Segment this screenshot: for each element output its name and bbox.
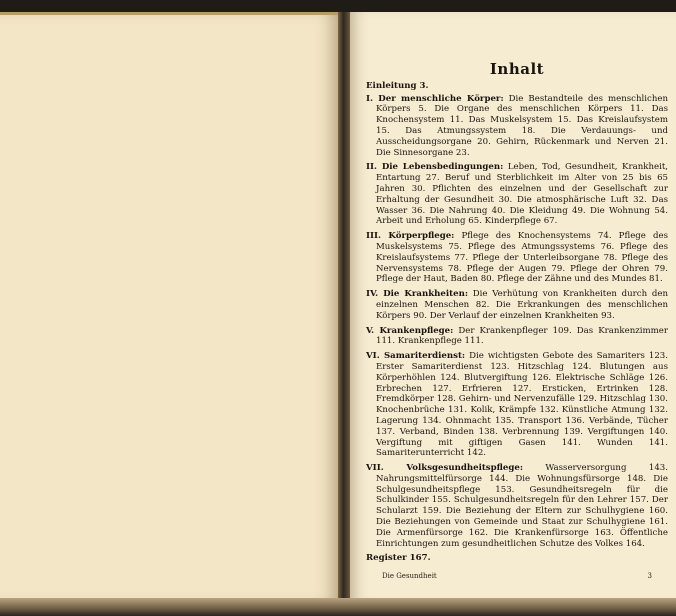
section-entries: Die wichtigsten Gebote des Samariters 123. Erster Samariterdienst 123. Hitzschlag 124. Blutungen aus Körperhöhlen 124. Blutvergiftung 126. Elektrische Schläge 126. Erbrechen 127. Erfrieren 127. Ersticken, Ertrinken 128. Fremdkörper 128. Gehirn- und Nervenzufälle 129. Hitzschlag 130. Knochenbrüche 131. Kolik, Krämpfe 132. Künstliche Atmung 132. Lagerung 134. Ohnmacht 135. Transport 136. Verbände, Tücher 137. Verband, Binden 138. Verbrennung 139. Vergiftungen 140. Vergiftung mit giftigen Gasen 141. Wunden 141. Samariterunterricht 142.	[376, 351, 668, 459]
section-heading: III. Körperpflege:	[366, 231, 455, 242]
section-entries: Der Krankenpfleger 109. Das Krankenzimmer 111. Krankenpflege 111.	[376, 325, 668, 347]
section-heading: IV. Die Krankheiten:	[366, 289, 469, 300]
running-title: Die Gesundheit	[382, 572, 437, 580]
toc-section	[366, 463, 668, 549]
page-number: 3	[647, 572, 652, 580]
section-entries: Pflege des Knochensystems 74. Pflege des Muskelsystems 75. Pflege des Atmungssystems 76. Pflege des Kreislaufsystems 77. Pflege der Unterleibsorgane 78. Pflege des Nervensystems 78. Pflege der Augen 79. Pflege der Ohren 79. Pflege der Haut, Baden 80. Pflege der Zähne und des Mundes 81.	[376, 231, 668, 285]
right-page	[350, 12, 676, 602]
toc-section	[366, 351, 668, 459]
toc-section	[366, 94, 668, 159]
book-gutter	[338, 12, 350, 602]
toc-entry-intro: Einleitung 3.	[366, 80, 429, 91]
toc-entry-register: Register 167.	[366, 553, 431, 564]
section-entries: Die Bestandteile des menschlichen Körpers 5. Die Organe des menschlichen Körpers 11. Das Knochensystem 11. Das Muskelsystem 15. Das Kreislaufsystem 15. Das Atmungssystem 18. Die Verdauungs- und Ausscheidungsorgane 20. Gehirn, Rückenmark und Nerven 21. Die Sinnesorgane 23.	[376, 93, 668, 158]
section-entries: Wasserversorgung 143. Nahrungsmittelfürsorge 144. Die Wohnungsfürsorge 148. Die Schulgesundheitspflege 153. Gesundheitsregeln für die Schulkinder 155. Schulgesundheitsregeln für den Lehrer 157. Der Schularzt 159. Die Beziehung der Eltern zur Schulhygiene 160. Die Beziehungen von Gemeinde und Staat zur Schulhygiene 161. Die Armenfürsorge 162. Die Krankenfürsorge 163. Öffentliche Einrichtungen zum gesundheitlichen Schutze des Volkes 164.	[376, 463, 668, 549]
section-heading: I. Der menschliche Körper:	[366, 93, 504, 104]
section-entries: Leben, Tod, Gesundheit, Krankheit, Entartung 27. Beruf und Sterblichkeit im Alter von 25 bis 65 Jahren 30. Pflichten des einzelnen und der Gesellschaft zur Erhaltung der Gesundheit 30. Die atmosphärische Luft 32. Das Wasser 36. Die Nahrung 40. Die Kleidung 49. Die Wohnung 54. Arbeit und Erholung 65. Kinderpflege 67.	[376, 162, 669, 227]
section-heading: VI. Samariterdienst:	[366, 351, 466, 362]
table-of-contents	[366, 60, 669, 566]
toc-section	[366, 231, 668, 285]
toc-section	[366, 326, 668, 348]
section-heading: V. Krankenpflege:	[366, 325, 454, 336]
page-title: Inhalt	[489, 60, 545, 78]
toc-section	[366, 162, 668, 227]
book-bottom-edge	[0, 598, 676, 616]
section-entries: Die Verhütung von Krankheiten durch den einzelnen Menschen 82. Die Erkrankungen des menschlichen Körpers 90. Der Verlauf der einzelnen Krankheiten 93.	[376, 289, 669, 321]
section-heading: II. Die Lebensbedingungen:	[366, 162, 504, 173]
toc-section	[366, 289, 668, 321]
section-heading: VII. Volksgesundheitspflege:	[366, 463, 524, 474]
left-page-blank	[0, 12, 338, 601]
book-cover-edge	[0, 0, 676, 12]
